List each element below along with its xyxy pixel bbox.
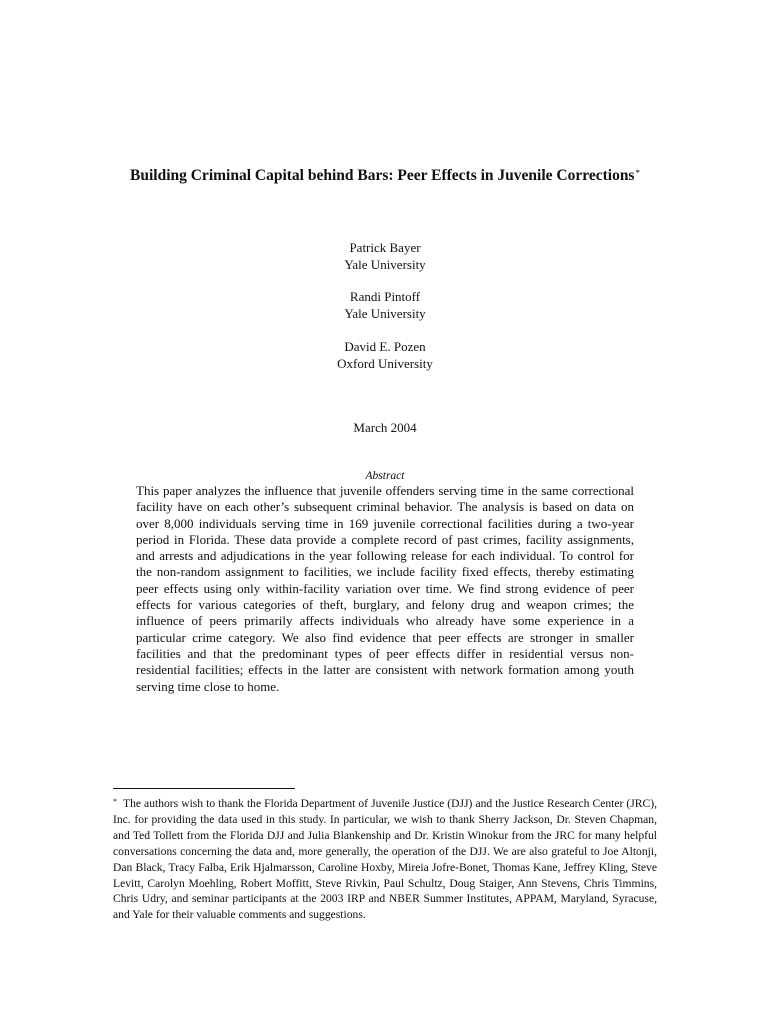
footnote-marker: * <box>113 797 117 806</box>
author-3-affiliation: Oxford University <box>337 356 433 371</box>
acknowledgement-footnote <box>113 796 657 923</box>
footnote-body: The authors wish to thank the Florida Department of Juvenile Justice (DJJ) and the Justice Research Center (JRC), Inc. for providing the data used in this study. In particular, we wish to thank Sherry Jackson, Dr. Steven Chapman, and Ted Tollett from the Florida DJJ and Julia Blankenship and Dr. Kristin Winokur from the JRC for many helpful conversations concerning the data and, more generally, the operation of the DJJ. We are also grateful to Joe Altonji, Dan Black, Tracy Falba, Erik Hjalmarsson, Caroline Hoxby, Mireia Jofre-Bonet, Thomas Kane, Jeffrey Kling, Steve Levitt, Carolyn Moehling, Robert Moffitt, Steve Rivkin, Paul Schultz, Doug Staiger, Ann Stevens, Chris Timmins, Chris Udry, and seminar participants at the 2003 IRP and NBER Summer Institutes, APPAM, Maryland, Syracuse, and Yale for their valuable comments and suggestions. <box>113 797 657 922</box>
abstract-heading: Abstract <box>365 470 405 482</box>
author-2-name: Randi Pintoff <box>349 289 421 304</box>
author-3-name: David E. Pozen <box>344 339 426 354</box>
author-1-affiliation: Yale University <box>344 257 426 272</box>
author-2-affiliation: Yale University <box>344 306 426 321</box>
publication-date: March 2004 <box>353 420 417 435</box>
abstract-body: This paper analyzes the influence that juvenile offenders serving time in the same correctional facility have on each other’s subsequent criminal behavior. The analysis is based on data on over 8,000 individuals serving time in 169 juvenile correctional facilities during a two-year period in Florida. These data provide a complete record of past crimes, facility assignments, and arrests and adjudications in the year following release for each individual. To control for the non-random assignment to facilities, we include facility fixed effects, thereby estimating peer effects using only within-facility variation over time. We find strong evidence of peer effects for various categories of theft, burglary, and felony drug and weapon crimes; the influence of peers primarily affects individuals who already have some experience in a particular crime category. We also find evidence that peer effects are stronger in smaller facilities and that the predominant types of peer effects differ in residential versus non-residential facilities; effects in the latter are consistent with network formation among youth serving time close to home. <box>136 483 634 694</box>
author-1-name: Patrick Bayer <box>349 240 421 255</box>
paper-title-text: Building Criminal Capital behind Bars: Peer Effects in Juvenile Corrections <box>130 167 635 184</box>
title-footnote-marker: * <box>635 168 640 178</box>
paper-title <box>0 166 770 186</box>
footnote-divider <box>113 788 295 789</box>
